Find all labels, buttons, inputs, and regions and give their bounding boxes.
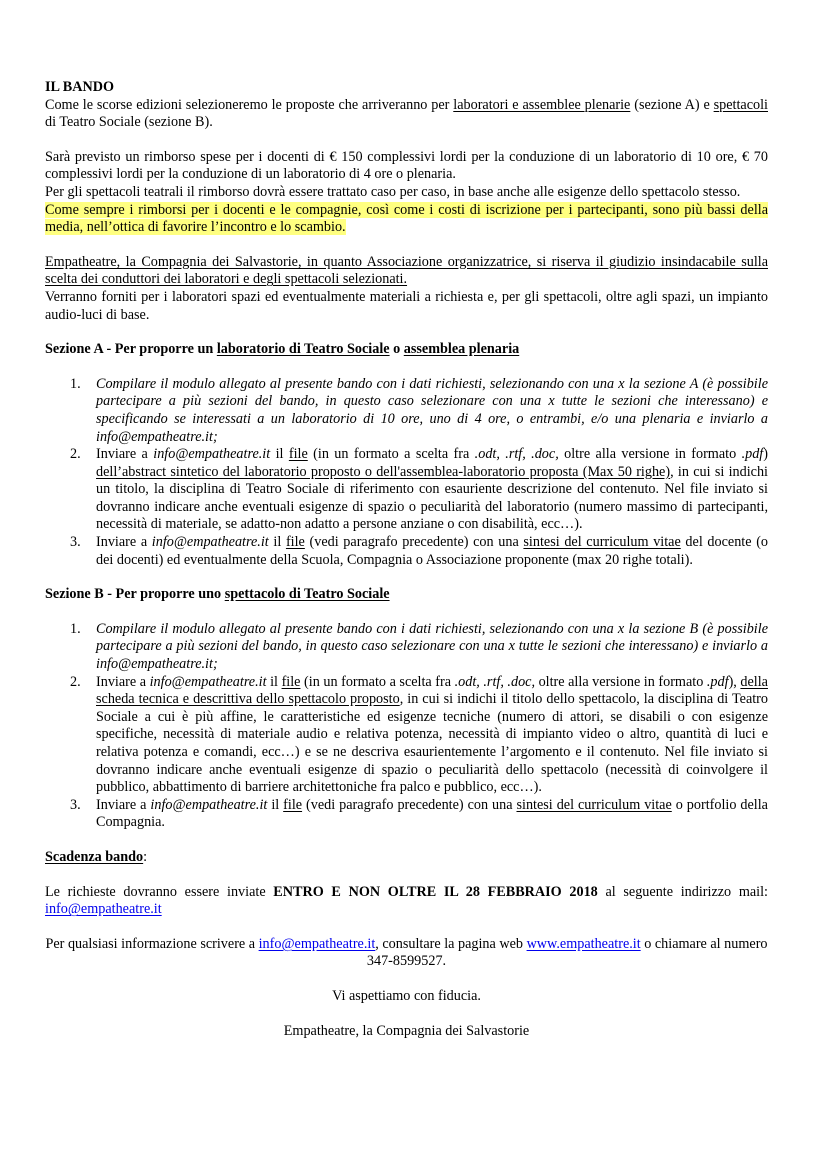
giudizio-paragraph: Empatheatre, la Compagnia dei Salvastorie, in quanto Associazione organizzatrice, si riserva il giudizio insindacabile sulla scelta dei conduttori dei laboratori e degli spettacoli selezionati. [45, 253, 768, 288]
sezione-a-list [45, 376, 768, 570]
contatti-email-link[interactable]: info@empatheatre.it [258, 935, 376, 952]
closing-line: Vi aspettiamo con fiducia. [332, 987, 481, 1004]
bando-intro: Come le scorse edizioni selezioneremo le proposte che arriveranno per laboratori e assemblee plenarie (sezione A) e spettacoli di Teatro Sociale (sezione B). [45, 96, 768, 131]
spazi-paragraph: Verranno forniti per i laboratori spazi ed eventualmente materiali a richiesta e, per gli spettacoli, oltre agli spazi, un impianto audio-luci di base. [45, 288, 768, 323]
list-item: 1. Compilare il modulo allegato al presente bando con i dati richiesti, selezionando con una x la sezione A (è possibile partecipare a più sezioni del bando, in questo caso selezionare con una x tutte le sezioni che interessano) e specificando se interessati a un laboratorio di 10 ore, uno di 4 ore, o entrambi, e/o una plenaria e inviarlo a info@empatheatre.it; [70, 375, 768, 445]
contatti-paragraph: Per qualsiasi informazione scrivere a info@empatheatre.it, consultare la pagina web www.empatheatre.it o chiamare al numero 347-8599527. [45, 935, 768, 970]
rimborso-spettacoli: Per gli spettacoli teatrali il rimborso dovrà essere trattato caso per caso, in base anche alle esigenze dello spettacolo stesso. [45, 183, 741, 200]
sezione-a-heading: Sezione A - Per proporre un laboratorio di Teatro Sociale o assemblea plenaria [45, 341, 520, 358]
list-item: 3. Inviare a info@empatheatre.it il file (vedi paragrafo precedente) con una sintesi del curriculum vitae del docente (o dei docenti) ed eventualmente della Scuola, Compagnia o Associazione proponente (max 20 righe totali). [70, 534, 769, 568]
list-item: 2. Inviare a info@empatheatre.it il file (in un formato a scelta fra .odt, .rtf, .doc, oltre alla versione in formato .pdf) dell’abstract sintetico del laboratorio proposto o dell'assemblea-laboratorio proposta (Max 50 righe), in cui si indichi un titolo, la disciplina di Teatro Sociale di riferimento con esauriente descrizione del contenuto. Nel file inviato si dovranno indicare anche eventuali esigenze di spazio o peculiarità del laboratorio (numero massimo di partecipanti, necessità di materiale, se adatto-non adatto a persone anziane o con disabilità, ecc…). [70, 446, 768, 533]
sezione-b-list [45, 621, 768, 832]
sezione-b-heading: Sezione B - Per proporre uno spettacolo di Teatro Sociale [45, 586, 390, 603]
website-link[interactable]: www.empatheatre.it [526, 935, 641, 952]
rimborso-docenti: Sarà previsto un rimborso spese per i docenti di € 150 complessivi lordi per la conduzione di un laboratorio di 10 ore, € 70 complessivi lordi per la conduzione di un laboratorio di 4 ore o plenaria. [45, 148, 768, 183]
signature-line: Empatheatre, la Compagnia dei Salvastorie [283, 1022, 530, 1039]
list-item: 3. Inviare a info@empatheatre.it il file (vedi paragrafo precedente) con una sintesi del curriculum vitae o portfolio della Compagnia. [70, 796, 768, 831]
bando-title: IL BANDO [45, 79, 114, 95]
document-page [45, 79, 768, 1040]
list-item: 2. Inviare a info@empatheatre.it il file (in un formato a scelta fra .odt, .rtf, .doc, oltre alla versione in formato .pdf), della scheda tecnica e descrittiva dello spettacolo proposto, in cui si indichi il titolo dello spettacolo, la disciplina di Teatro Sociale a cui è più affine, le caratteristiche ed esigenze tecniche (numero di attori, se disabili o con esigenze specifiche, necessità di materiale audio e relativa potenza, necessità di impianto video o altro, quantità di luci e relativa potenza e comandi, ecc…) e se ne descriva esaurientemente l’argomento e il contenuto. Nel file inviato si dovranno indicare anche eventuali esigenze di spazio o peculiarità dello spettacolo (necessità di coinvolgere il pubblico, abbattimento di barriere architettoniche fra palco e pubblico, ecc…). [70, 673, 769, 796]
scadenza-paragraph: Le richieste dovranno essere inviate ENTRO E NON OLTRE IL 28 FEBBRAIO 2018 al seguente indirizzo mail: info@empatheatre.it [45, 883, 768, 918]
list-item: 1. Compilare il modulo allegato al presente bando con i dati richiesti, selezionando con una x la sezione B (è possibile partecipare a più sezioni del bando, in questo caso selezionare con una x tutte le sezioni che interessano) e inviarlo a info@empatheatre.it; [70, 620, 768, 673]
scadenza-heading: Scadenza bando: [45, 848, 148, 865]
rimborso-highlight: Come sempre i rimborsi per i docenti e le compagnie, così come i costi di iscrizione per i partecipanti, sono più bassi della media, nell’ottica di favorire l’incontro e lo scambio. [45, 201, 768, 236]
scadenza-email-link[interactable]: info@empatheatre.it [45, 901, 162, 918]
